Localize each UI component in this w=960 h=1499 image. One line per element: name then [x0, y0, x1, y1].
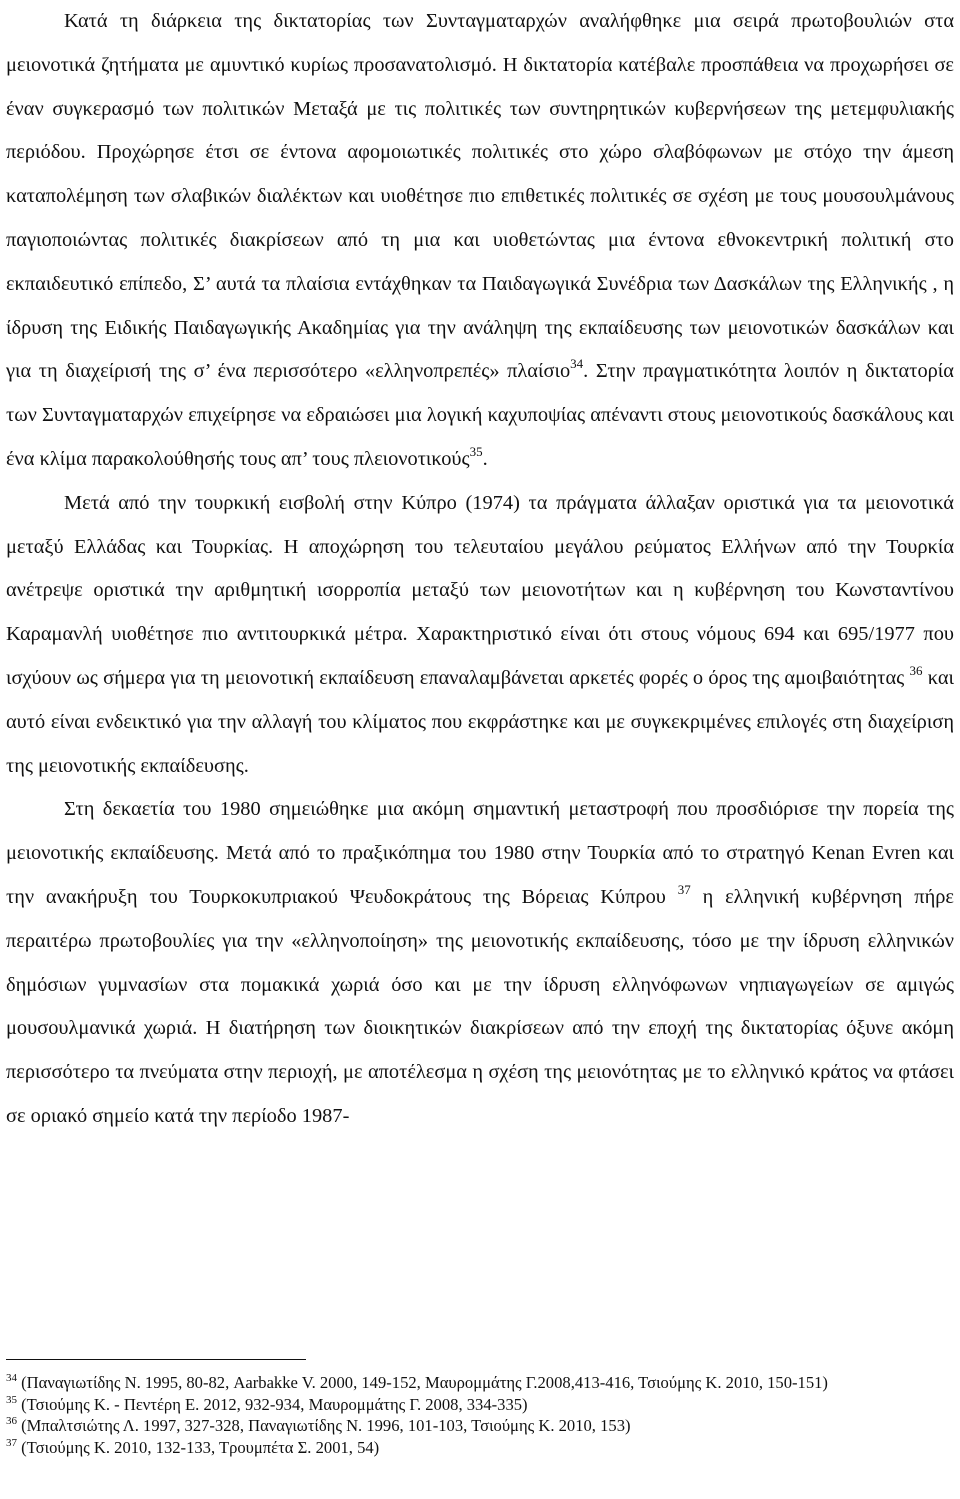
- footnote-36: [6, 1415, 954, 1437]
- footnotes: [6, 1372, 954, 1458]
- footnote-reference: 35: [469, 443, 483, 459]
- footnote-text: (Παναγιωτίδης Ν. 1995, 80-82, Aarbakke V. 2000, 149-152, Μαυρομμάτης Γ.2008,413-416, Τσιούμης Κ. 2010, 150-151): [21, 1373, 828, 1392]
- footnote-reference: 37: [677, 881, 691, 897]
- footnote-reference: 34: [570, 356, 584, 372]
- paragraph-text: . Στην πραγματικότητα λοιπόν η δικτατορία των Συνταγματαρχών επιχείρησε να εδραιώσει μια λογική καχυποψίας απέναντι στους μειονοτικούς δασκάλους και ένα κλίμα παρακολούθησής τους απ’ τους πλειονοτικούς: [6, 360, 954, 470]
- paragraph-1: [6, 0, 954, 482]
- footnote-34: [6, 1372, 954, 1394]
- paragraph-3: [6, 788, 954, 1138]
- footnote-37: [6, 1437, 954, 1459]
- footnote-35: [6, 1394, 954, 1416]
- paragraph-text: η ελληνική κυβέρνηση πήρε περαιτέρω πρωτοβουλίες για την «ελληνοποίηση» της μειονοτικής εκπαίδευσης, τόσο με την ίδρυση ελληνικών δημόσιων γυμνασίων στα πομακικά χωριά όσο και με την ίδρυση ελληνόφωνων νηπιαγωγείων σε αμιγώς μουσουλμανικά χωριά. Η διατήρηση των διοικητικών διακρίσεων από την εποχή της δικτατορίας όξυνε ακόμη περισσότερο τα πνεύματα στην περιοχή, με αποτέλεσμα η σχέση της μειονότητας με το ελληνικό κράτος να φτάσει σε οριακό σημείο κατά την περίοδο 1987-: [6, 885, 954, 1127]
- paragraph-text: Στη δεκαετία του 1980 σημειώθηκε μια ακόμη σημαντική μεταστροφή που προσδιόρισε την πορεία της μειονοτικής εκπαίδευσης. Μετά από το πραξικόπημα του 1980 στην Τουρκία από το στρατηγό Kenan Evren και την ανακήρυξη του Τουρκοκυπριακού Ψευδοκράτους της Βόρειας Κύπρου: [6, 798, 954, 908]
- paragraph-text: Κατά τη διάρκεια της δικτατορίας των Συνταγματαρχών αναλήφθηκε μια σειρά πρωτοβουλιών στα μειονοτικά ζητήματα με αμυντικό κυρίως προσανατολισμό. Η δικτατορία κατέβαλε προσπάθεια να προχωρήσει σε έναν συγκερασμό των πολιτικών Μεταξά με τις πολιτικές των συντηρητικών κυβερνήσεων της μετεμφυλιακής περιόδου. Προχώρησε έτσι σε έντονα αφομοιωτικές πολιτικές στο χώρο σλαβόφωνων με στόχο την άμεση καταπολέμηση των σλαβικών διαλέκτων και υιοθέτησε πιο επιθετικές πολιτικές σε σχέση με τους μουσουλμάνους παγιοποιώντας πολιτικές διακρίσεων από τη μια και υιοθετώντας μια έντονα εθνοκεντρική πολιτική στο εκπαιδευτικό επίπεδο, Σ’ αυτά τα πλαίσια εντάχθηκαν τα Παιδαγωγικά Συνέδρια των Δασκάλων της Ελληνικής , η ίδρυση της Ειδικής Παιδαγωγικής Ακαδημίας για την ανάληψη της εκπαίδευσης των μειονοτικών δασκάλων και για τη διαχείρισή της σ’ ένα περισσότερο «ελληνοπρεπές» πλαίσιο: [6, 10, 954, 383]
- footnote-text: (Τσιούμης Κ. - Πεντέρη Ε. 2012, 932-934, Μαυρομμάτης Γ. 2008, 334-335): [21, 1394, 528, 1414]
- footnote-reference: 36: [909, 662, 923, 678]
- footnote-number: 35: [6, 1393, 17, 1406]
- footnote-number: 37: [6, 1436, 17, 1449]
- footnote-separator: [6, 1359, 306, 1360]
- paragraph-text: Μετά από την τουρκική εισβολή στην Κύπρο (1974) τα πράγματα άλλαξαν οριστικά για τα μειονοτικά μεταξύ Ελλάδας και Τουρκίας. Η αποχώρηση του τελευταίου μεγάλου ρεύματος Ελλήνων από την Τουρκία ανέτρεψε οριστικά την αριθμητική ισορροπία μεταξύ των μειονοτήτων και η κυβέρνηση του Κωνσταντίνου Καραμανλή υιοθέτησε πιο αντιτουρκικά μέτρα. Χαρακτηριστικό είναι ότι στους νόμους 694 και 695/1977 που ισχύουν ως σήμερα για τη μειονοτική εκπαίδευση επαναλαμβάνεται αρκετές φορές ο όρος της αμοιβαιότητας: [6, 491, 954, 689]
- footnote-text: (Μπαλτσιώτης Λ. 1997, 327-328, Παναγιωτίδης Ν. 1996, 101-103, Τσιούμης Κ. 2010, 153): [21, 1416, 631, 1435]
- paragraph-text: και αυτό είναι ενδεικτικό για την αλλαγή του κλίματος που εκφράστηκε και με συγκεκριμένες επιλογές στη διαχείριση της μειονοτικής εκπαίδευσης.: [6, 666, 954, 777]
- footnote-number: 36: [6, 1415, 17, 1427]
- paragraph-text: .: [482, 447, 488, 470]
- paragraph-2: [6, 482, 954, 789]
- document-body: [6, 0, 954, 1139]
- footnote-text: (Τσιούμης Κ. 2010, 132-133, Τρουμπέτα Σ. 2001, 54): [21, 1437, 380, 1457]
- footnote-number: 34: [6, 1372, 17, 1384]
